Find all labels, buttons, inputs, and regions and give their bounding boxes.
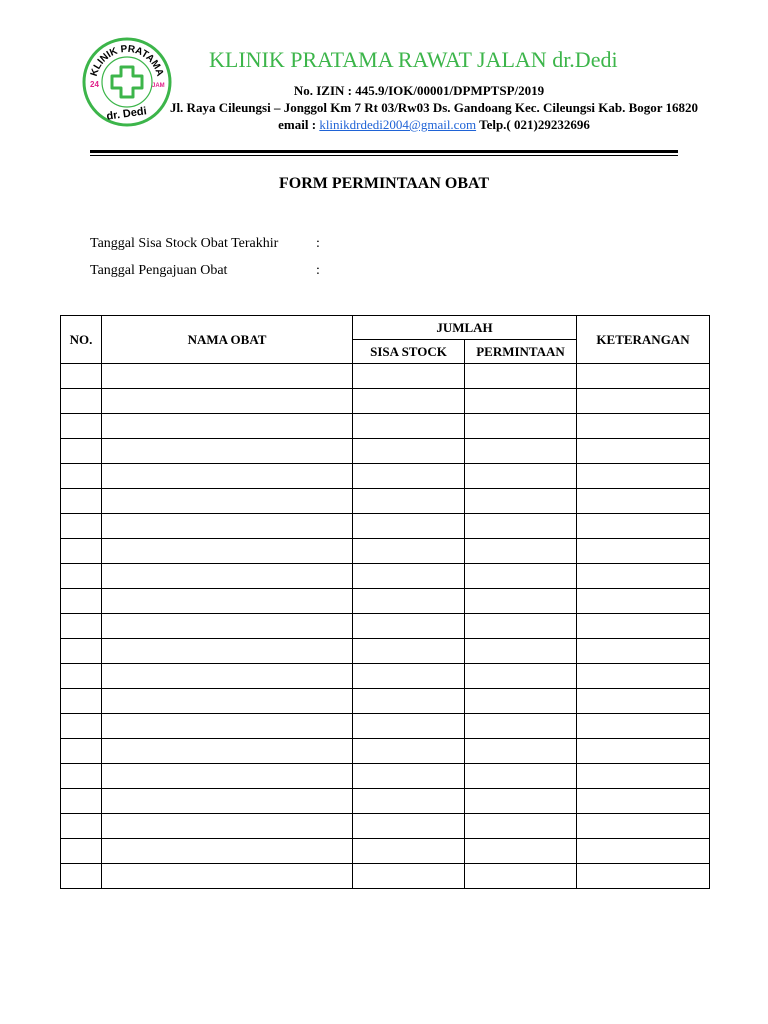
table-row bbox=[61, 639, 710, 664]
cell-medicine-name[interactable] bbox=[102, 739, 353, 764]
table-row bbox=[61, 589, 710, 614]
cell-medicine-name[interactable] bbox=[102, 714, 353, 739]
cell-no[interactable] bbox=[61, 664, 102, 689]
cell-request-amount[interactable] bbox=[465, 714, 577, 739]
svg-text:JAM: JAM bbox=[152, 83, 165, 89]
cell-medicine-name[interactable] bbox=[102, 639, 353, 664]
cell-request-amount[interactable] bbox=[465, 864, 577, 889]
cell-remaining-stock[interactable] bbox=[353, 489, 465, 514]
cell-notes[interactable] bbox=[577, 514, 710, 539]
cell-notes[interactable] bbox=[577, 664, 710, 689]
cell-request-amount[interactable] bbox=[465, 764, 577, 789]
cell-no[interactable] bbox=[61, 364, 102, 389]
cell-no[interactable] bbox=[61, 589, 102, 614]
cell-medicine-name[interactable] bbox=[102, 589, 353, 614]
header-notes: KETERANGAN bbox=[577, 316, 710, 364]
cell-remaining-stock[interactable] bbox=[353, 364, 465, 389]
cell-remaining-stock[interactable] bbox=[353, 789, 465, 814]
header-remaining-stock: SISA STOCK bbox=[353, 340, 465, 364]
email-label: email : bbox=[278, 117, 317, 132]
cell-request-amount[interactable] bbox=[465, 639, 577, 664]
table-row bbox=[61, 614, 710, 639]
cell-remaining-stock[interactable] bbox=[353, 814, 465, 839]
header-quantity: JUMLAH bbox=[353, 316, 577, 340]
cell-request-amount[interactable] bbox=[465, 839, 577, 864]
cell-notes[interactable] bbox=[577, 414, 710, 439]
cell-remaining-stock[interactable] bbox=[353, 414, 465, 439]
table-row bbox=[61, 414, 710, 439]
cell-remaining-stock[interactable] bbox=[353, 589, 465, 614]
cell-medicine-name[interactable] bbox=[102, 764, 353, 789]
cell-medicine-name[interactable] bbox=[102, 414, 353, 439]
cell-remaining-stock[interactable] bbox=[353, 564, 465, 589]
cell-remaining-stock[interactable] bbox=[353, 614, 465, 639]
cell-remaining-stock[interactable] bbox=[353, 764, 465, 789]
table-row bbox=[61, 564, 710, 589]
cell-notes[interactable] bbox=[577, 489, 710, 514]
table-row bbox=[61, 839, 710, 864]
cell-request-amount[interactable] bbox=[465, 539, 577, 564]
cell-request-amount[interactable] bbox=[465, 789, 577, 814]
cell-no[interactable] bbox=[61, 414, 102, 439]
phone-number: Telp.( 021)29232696 bbox=[479, 117, 590, 132]
cell-no[interactable] bbox=[61, 439, 102, 464]
cell-medicine-name[interactable] bbox=[102, 814, 353, 839]
cell-request-amount[interactable] bbox=[465, 614, 577, 639]
svg-text:dr. Dedi: dr. Dedi bbox=[105, 105, 148, 123]
cell-no[interactable] bbox=[61, 464, 102, 489]
cell-remaining-stock[interactable] bbox=[353, 864, 465, 889]
cell-no[interactable] bbox=[61, 764, 102, 789]
cell-no[interactable] bbox=[61, 489, 102, 514]
cell-notes[interactable] bbox=[577, 739, 710, 764]
cell-request-amount[interactable] bbox=[465, 689, 577, 714]
cell-remaining-stock[interactable] bbox=[353, 739, 465, 764]
cell-remaining-stock[interactable] bbox=[353, 439, 465, 464]
cell-request-amount[interactable] bbox=[465, 439, 577, 464]
cell-request-amount[interactable] bbox=[465, 739, 577, 764]
cell-medicine-name[interactable] bbox=[102, 789, 353, 814]
cell-request-amount[interactable] bbox=[465, 814, 577, 839]
license-number: No. IZIN : 445.9/IOK/00001/DPMPTSP/2019 bbox=[293, 83, 545, 98]
cell-notes[interactable] bbox=[577, 789, 710, 814]
cell-request-amount[interactable] bbox=[465, 514, 577, 539]
cell-remaining-stock[interactable] bbox=[353, 664, 465, 689]
last-stock-date-label: Tanggal Sisa Stock Obat Terakhir bbox=[90, 236, 279, 251]
cell-remaining-stock[interactable] bbox=[353, 639, 465, 664]
form-title: FORM PERMINTAAN OBAT bbox=[278, 175, 490, 192]
cell-request-amount[interactable] bbox=[465, 589, 577, 614]
cell-notes[interactable] bbox=[577, 614, 710, 639]
header-divider-thick bbox=[90, 150, 678, 153]
cell-notes[interactable] bbox=[577, 539, 710, 564]
header-medicine-name: NAMA OBAT bbox=[102, 316, 353, 364]
table-row bbox=[61, 489, 710, 514]
clinic-name: KLINIK PRATAMA RAWAT JALAN dr.Dedi bbox=[209, 47, 618, 72]
cell-notes[interactable] bbox=[577, 689, 710, 714]
cell-no[interactable] bbox=[61, 539, 102, 564]
cell-request-amount[interactable] bbox=[465, 414, 577, 439]
table-row bbox=[61, 514, 710, 539]
cell-no[interactable] bbox=[61, 839, 102, 864]
medicine-request-table bbox=[60, 315, 710, 889]
cell-medicine-name[interactable] bbox=[102, 364, 353, 389]
cell-notes[interactable] bbox=[577, 814, 710, 839]
cell-no[interactable] bbox=[61, 789, 102, 814]
table-row bbox=[61, 864, 710, 889]
table-row bbox=[61, 439, 710, 464]
cell-no[interactable] bbox=[61, 614, 102, 639]
cell-medicine-name[interactable] bbox=[102, 389, 353, 414]
cell-notes[interactable] bbox=[577, 764, 710, 789]
table-row bbox=[61, 389, 710, 414]
table-row bbox=[61, 739, 710, 764]
cell-medicine-name[interactable] bbox=[102, 664, 353, 689]
cell-request-amount[interactable] bbox=[465, 364, 577, 389]
cell-request-amount[interactable] bbox=[465, 564, 577, 589]
cell-notes[interactable] bbox=[577, 564, 710, 589]
cell-notes[interactable] bbox=[577, 639, 710, 664]
cell-no[interactable] bbox=[61, 389, 102, 414]
cell-remaining-stock[interactable] bbox=[353, 464, 465, 489]
cell-medicine-name[interactable] bbox=[102, 464, 353, 489]
cell-remaining-stock[interactable] bbox=[353, 389, 465, 414]
table-body bbox=[61, 364, 710, 889]
cell-notes[interactable] bbox=[577, 389, 710, 414]
email-link[interactable]: klinikdrdedi2004@gmail.com bbox=[319, 117, 477, 132]
cell-notes[interactable] bbox=[577, 439, 710, 464]
cell-request-amount[interactable] bbox=[465, 389, 577, 414]
cell-medicine-name[interactable] bbox=[102, 839, 353, 864]
cell-medicine-name[interactable] bbox=[102, 864, 353, 889]
cell-no[interactable] bbox=[61, 639, 102, 664]
cell-remaining-stock[interactable] bbox=[353, 689, 465, 714]
cell-medicine-name[interactable] bbox=[102, 489, 353, 514]
table-row bbox=[61, 764, 710, 789]
table-row bbox=[61, 789, 710, 814]
request-date-label: Tanggal Pengajuan Obat bbox=[90, 263, 228, 278]
table-row bbox=[61, 539, 710, 564]
cell-no[interactable] bbox=[61, 739, 102, 764]
header-request-amount: PERMINTAAN bbox=[465, 340, 577, 364]
last-stock-date-colon: : bbox=[316, 236, 320, 251]
table-row bbox=[61, 664, 710, 689]
cell-no[interactable] bbox=[61, 514, 102, 539]
cell-medicine-name[interactable] bbox=[102, 689, 353, 714]
cell-no[interactable] bbox=[61, 564, 102, 589]
cell-medicine-name[interactable] bbox=[102, 614, 353, 639]
cell-medicine-name[interactable] bbox=[102, 539, 353, 564]
svg-text:24: 24 bbox=[90, 80, 99, 89]
table-row bbox=[61, 364, 710, 389]
cell-notes[interactable] bbox=[577, 864, 710, 889]
table-row bbox=[61, 714, 710, 739]
cell-request-amount[interactable] bbox=[465, 489, 577, 514]
table-row bbox=[61, 814, 710, 839]
cell-request-amount[interactable] bbox=[465, 664, 577, 689]
cell-notes[interactable] bbox=[577, 464, 710, 489]
cell-remaining-stock[interactable] bbox=[353, 514, 465, 539]
request-date-colon: : bbox=[316, 263, 320, 278]
cell-notes[interactable] bbox=[577, 839, 710, 864]
table-row bbox=[61, 689, 710, 714]
cell-request-amount[interactable] bbox=[465, 464, 577, 489]
cell-medicine-name[interactable] bbox=[102, 514, 353, 539]
cell-remaining-stock[interactable] bbox=[353, 714, 465, 739]
cell-medicine-name[interactable] bbox=[102, 564, 353, 589]
table-row bbox=[61, 464, 710, 489]
header-no: NO. bbox=[61, 316, 102, 364]
cell-no[interactable] bbox=[61, 814, 102, 839]
cell-no[interactable] bbox=[61, 864, 102, 889]
contact-line bbox=[134, 117, 734, 133]
header-divider-thin bbox=[90, 155, 678, 156]
cell-remaining-stock[interactable] bbox=[353, 539, 465, 564]
cell-notes[interactable] bbox=[577, 589, 710, 614]
cell-medicine-name[interactable] bbox=[102, 439, 353, 464]
cell-notes[interactable] bbox=[577, 364, 710, 389]
cell-notes[interactable] bbox=[577, 714, 710, 739]
svg-text:KLINIK PRATAMA: KLINIK PRATAMA bbox=[88, 43, 166, 78]
cell-no[interactable] bbox=[61, 714, 102, 739]
cell-remaining-stock[interactable] bbox=[353, 839, 465, 864]
clinic-address: Jl. Raya Cileungsi – Jonggol Km 7 Rt 03/Rw03 Ds. Gandoang Kec. Cileungsi Kab. Bogor 16820 bbox=[169, 100, 699, 115]
cell-no[interactable] bbox=[61, 689, 102, 714]
